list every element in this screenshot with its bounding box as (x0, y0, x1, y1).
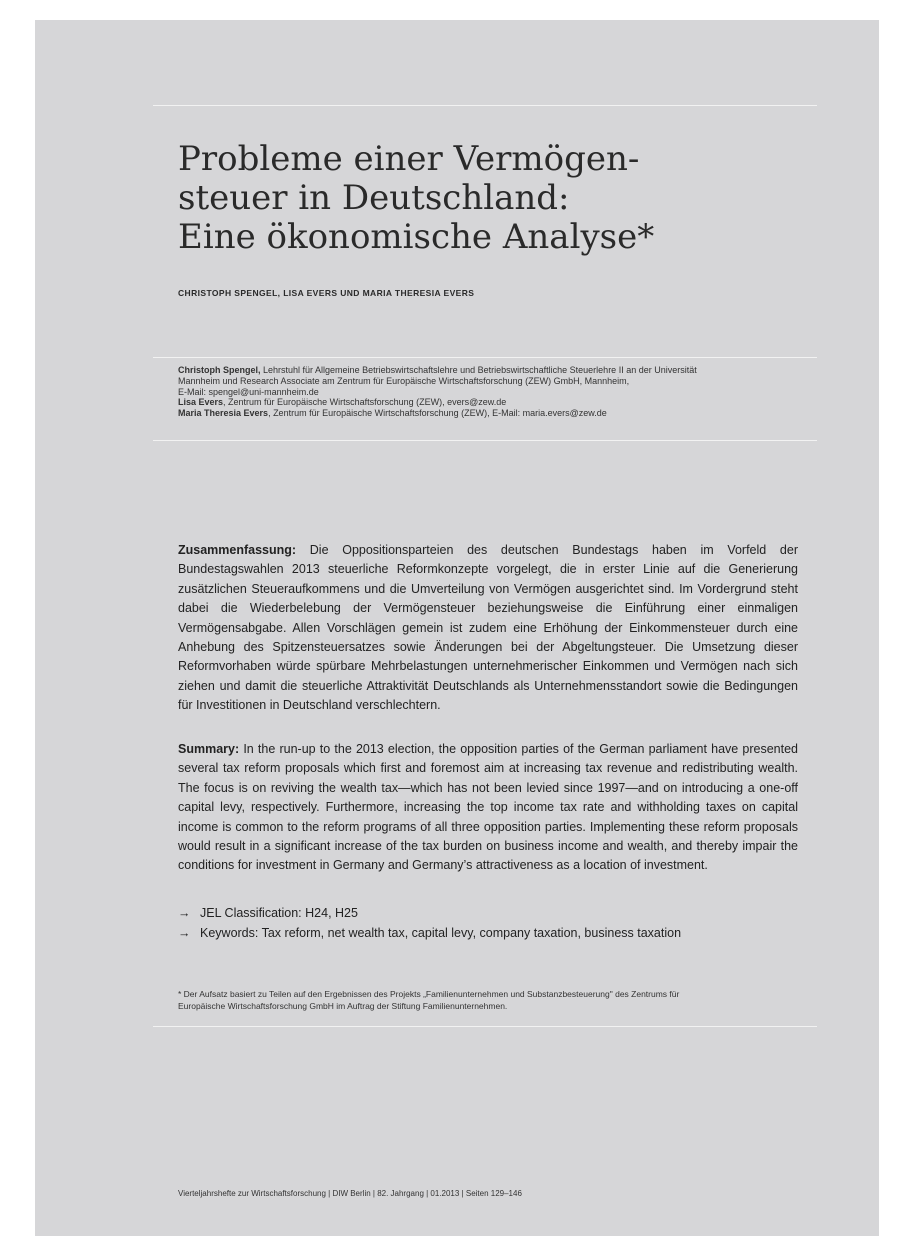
arrow-right-icon: → (178, 906, 191, 920)
arrow-right-icon: → (178, 926, 191, 940)
title-line: Probleme einer Vermögen- (178, 139, 640, 179)
affiliation-spengel-line2: Mannheim und Research Associate am Zentrum für Europäische Wirtschaftsforschung (ZEW) GmbH, Mannheim, (178, 375, 630, 386)
affiliation-spengel-line1: Christoph Spengel, Lehrstuhl für Allgemeine Betriebswirtschaftslehre und Betriebswirtschaftliche Steuerlehre II an der Universität (178, 365, 697, 375)
classification-list (178, 903, 681, 943)
page-footer: Vierteljahrshefte zur Wirtschaftsforschung | DIW Berlin | 82. Jahrgang | 01.2013 | Seiten 129–146 (178, 1189, 522, 1198)
article-title (178, 140, 798, 257)
footnote: * Der Aufsatz basiert zu Teilen auf den Ergebnissen des Projekts „Familienunternehmen und Substanzbesteuerung" des Zentrums für Europäische Wirtschaftsforschung GmbH im Auftrag der Stiftung Familienunternehmen. (178, 989, 680, 1011)
abstract-english (178, 740, 798, 876)
abstract-label: Zusammenfassung: (178, 543, 297, 557)
title-line: Eine ökonomische Analyse* (178, 217, 655, 257)
footnote-divider (153, 1026, 817, 1027)
author-name: Christoph Spengel, (178, 365, 261, 375)
abstract-german (178, 541, 798, 716)
abstract-text: Die Oppositionsparteien des deutschen Bundestags haben im Vorfeld der Bundestagswahlen 2013 steuerliche Reformkonzepte vorgelegt, die in erster Linie auf die Generierung zusätzlichen Steueraufkommens und die Umverteilung von Vermögen ausgerichtet sind. Im Vordergrund steht dabei die Wiederbelebung der Vermögensteuer beziehungsweise die Einführung einer einmaligen Vermögensabgabe. Allen Vorschlägen gemein ist zudem eine Erhöhung der Einkommensteuer durch eine Anhebung des Spitzensteuersatzes sowie Änderungen bei der Abgeltungsteuer. Die Umsetzung dieser Reformvorhaben würde spürbare Mehrbelastungen unternehmerischer Einkommen und Vermögen nach sich ziehen und damit die steuerliche Attraktivität Deutschlands als Unternehmensstandort sowie die Bedingungen für Investitionen in Deutschland verschlechtern. (178, 543, 798, 713)
summary-text: In the run-up to the 2013 election, the opposition parties of the German parliament have presented several tax reform proposals which first and foremost aim at increasing tax revenue and redistributing wealth. The focus is on reviving the wealth tax—which has not been levied since 1997—and on introducing a one-off capital levy, respectively. Furthermore, increasing the top income tax rate and withholding taxes on capital income is common to the reform programs of all three opposition parties. Implementing these reform proposals would result in a significant increase of the tax burden on business income and wealth, and thereby impair the conditions for investment in Germany and Germany’s attractiveness as a location of investment. (178, 742, 798, 873)
summary-label: Summary: (178, 742, 240, 756)
author-affiliations (178, 365, 818, 419)
author-name: Maria Theresia Evers (178, 408, 269, 419)
affiliation-bottom-divider (153, 440, 817, 441)
title-line: steuer in Deutschland: (178, 178, 570, 218)
affiliation-spengel-email: E-Mail: spengel@uni-mannheim.de (178, 386, 319, 397)
affiliation-lisa: Lisa Evers, Zentrum für Europäische Wirtschaftsforschung (ZEW), evers@zew.de (178, 397, 507, 408)
keywords: → Keywords: Tax reform, net wealth tax, capital levy, company taxation, business taxation (178, 923, 681, 943)
jel-classification: → JEL Classification: H24, H25 (178, 903, 681, 923)
affiliation-maria: Maria Theresia Evers, Zentrum für Europäische Wirtschaftsforschung (ZEW), E-Mail: maria.evers@zew.de (178, 408, 607, 419)
journal-page (35, 20, 879, 1236)
top-divider (153, 105, 817, 106)
author-list: CHRISTOPH SPENGEL, LISA EVERS UND MARIA THERESIA EVERS (178, 288, 475, 298)
author-name: Lisa Evers (178, 397, 224, 408)
affiliation-top-divider (153, 357, 817, 358)
